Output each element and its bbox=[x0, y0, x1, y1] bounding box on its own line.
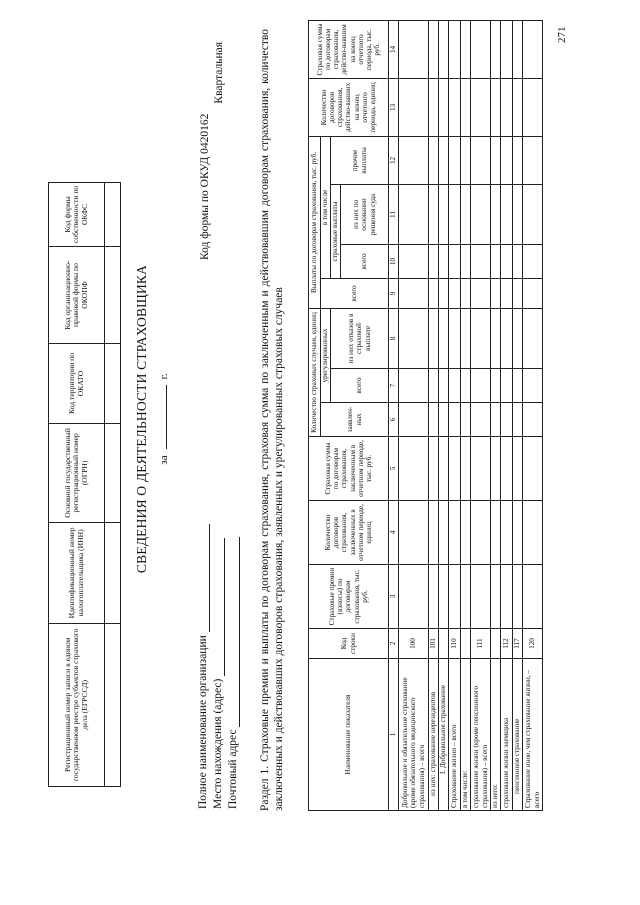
value-cell bbox=[429, 501, 439, 565]
value-cell bbox=[461, 244, 471, 278]
header-refusals: из них отказов в страховой выплате bbox=[331, 308, 389, 368]
org-name-field bbox=[196, 524, 210, 809]
row-code: 112 bbox=[501, 629, 513, 659]
value-cell bbox=[461, 78, 471, 136]
value-cell bbox=[471, 184, 491, 244]
value-cell bbox=[513, 244, 523, 278]
table-row bbox=[513, 20, 523, 810]
value-cell bbox=[461, 278, 471, 308]
value-cell bbox=[429, 20, 439, 78]
header-settled-group: урегулированных bbox=[321, 308, 331, 402]
value-cell bbox=[439, 244, 449, 278]
value-cell bbox=[513, 136, 523, 184]
codes-header-okato: Код территории по ОКАТО bbox=[49, 344, 105, 423]
value-cell bbox=[491, 501, 501, 565]
org-name-label: Полное наименование организации bbox=[197, 635, 209, 809]
value-cell bbox=[523, 308, 543, 368]
row-code bbox=[491, 629, 501, 659]
postal-label: Почтовый адрес bbox=[227, 729, 239, 809]
value-cell bbox=[429, 136, 439, 184]
value-cell bbox=[513, 184, 523, 244]
value-cell bbox=[439, 369, 449, 403]
value-cell bbox=[449, 136, 461, 184]
value-cell bbox=[439, 308, 449, 368]
value-cell bbox=[501, 501, 513, 565]
value-cell bbox=[439, 501, 449, 565]
report-title: СВЕДЕНИЯ О ДЕЯТЕЛЬНОСТИ СТРАХОВЩИКА bbox=[134, 264, 149, 574]
value-cell bbox=[429, 403, 439, 437]
header-other-payments: прочие выплаты bbox=[331, 136, 389, 184]
value-cell bbox=[461, 501, 471, 565]
row-code: 100 bbox=[399, 629, 429, 659]
value-cell bbox=[439, 78, 449, 136]
value-cell bbox=[429, 278, 439, 308]
value-cell bbox=[449, 78, 461, 136]
row-name: в том числе: bbox=[461, 659, 471, 811]
value-cell bbox=[471, 278, 491, 308]
column-number: 8 bbox=[389, 308, 399, 368]
value-cell bbox=[429, 437, 439, 501]
column-number: 2 bbox=[389, 629, 399, 659]
row-name: страхование жизни заемщика bbox=[501, 659, 513, 811]
column-number: 10 bbox=[389, 244, 399, 278]
value-cell bbox=[461, 369, 471, 403]
value-cell bbox=[439, 20, 449, 78]
value-cell bbox=[513, 437, 523, 501]
value-cell bbox=[501, 244, 513, 278]
value-cell bbox=[491, 136, 501, 184]
form-code: Код формы по ОКУД 0420162 bbox=[199, 113, 211, 260]
value-cell bbox=[501, 278, 513, 308]
column-number: 4 bbox=[389, 501, 399, 565]
header-declared: заявлен-ных bbox=[321, 403, 389, 437]
row-name: страхование жизни (кроме пенсионного страхования) – всего bbox=[471, 659, 491, 811]
value-cell bbox=[461, 437, 471, 501]
value-cell bbox=[491, 78, 501, 136]
row-code: 101 bbox=[429, 629, 439, 659]
table-row bbox=[471, 20, 491, 810]
value-cell bbox=[449, 278, 461, 308]
row-name: Добровольное и обязательное страхование (кроме обязательного медицинского страхования) – всего bbox=[399, 659, 429, 811]
value-cell bbox=[439, 184, 449, 244]
column-number: 14 bbox=[389, 20, 399, 78]
table-row bbox=[429, 20, 439, 810]
row-name: пенсионное страхование bbox=[513, 659, 523, 811]
period-prefix: за bbox=[158, 455, 170, 465]
value-cell bbox=[523, 20, 543, 78]
value-cell bbox=[471, 78, 491, 136]
table-row bbox=[491, 20, 501, 810]
header-premiums: Страховые премии (взносы) по договорам страхования, тыс. руб. bbox=[309, 565, 389, 629]
value-cell bbox=[399, 20, 429, 78]
value-cell bbox=[501, 136, 513, 184]
value-cell bbox=[461, 184, 471, 244]
value-cell bbox=[461, 136, 471, 184]
value-cell bbox=[501, 20, 513, 78]
table-body bbox=[399, 20, 543, 810]
column-number: 7 bbox=[389, 369, 399, 403]
value-cell bbox=[523, 78, 543, 136]
value-cell bbox=[461, 403, 471, 437]
value-cell bbox=[491, 369, 501, 403]
header-payments-group: Выплаты по договорам страхования, тыс. руб. bbox=[309, 136, 321, 308]
location-label: Место нахождения (адрес) bbox=[212, 678, 224, 809]
value-cell bbox=[501, 369, 513, 403]
value-cell bbox=[399, 136, 429, 184]
value-cell bbox=[449, 437, 461, 501]
value-cell bbox=[513, 278, 523, 308]
codes-header-inn: Идентификационный номер налогоплательщика (ИНН) bbox=[49, 523, 105, 623]
value-cell bbox=[491, 308, 501, 368]
header-code: Код строки bbox=[309, 629, 389, 659]
row-code bbox=[461, 629, 471, 659]
value-cell bbox=[523, 403, 543, 437]
value-cell bbox=[399, 369, 429, 403]
value-cell bbox=[513, 20, 523, 78]
value-cell bbox=[501, 565, 513, 629]
column-number: 9 bbox=[389, 278, 399, 308]
value-cell bbox=[471, 308, 491, 368]
value-cell bbox=[471, 136, 491, 184]
codes-header-egrssd: Регистрационный номер записи в едином государственном реестре субъектов страхового дела (ЕГРССД) bbox=[49, 623, 105, 786]
value-cell bbox=[513, 501, 523, 565]
value-cell bbox=[501, 403, 513, 437]
value-cell bbox=[429, 244, 439, 278]
codes-value-cell bbox=[105, 623, 121, 786]
header-incl: в том числе bbox=[321, 136, 331, 278]
value-cell bbox=[501, 437, 513, 501]
value-cell bbox=[399, 403, 429, 437]
value-cell bbox=[429, 184, 439, 244]
codes-value-cell bbox=[105, 423, 121, 522]
value-cell bbox=[523, 369, 543, 403]
column-number: 3 bbox=[389, 565, 399, 629]
period-blank bbox=[156, 385, 167, 449]
column-number: 5 bbox=[389, 437, 399, 501]
value-cell bbox=[471, 403, 491, 437]
row-code: 110 bbox=[449, 629, 461, 659]
value-cell bbox=[449, 184, 461, 244]
value-cell bbox=[399, 308, 429, 368]
page-number: 271 bbox=[556, 26, 568, 43]
value-cell bbox=[491, 278, 501, 308]
value-cell bbox=[439, 403, 449, 437]
codes-value-cell bbox=[105, 523, 121, 623]
codes-value-cell bbox=[105, 246, 121, 343]
value-cell bbox=[449, 403, 461, 437]
column-number: 6 bbox=[389, 403, 399, 437]
codes-value-cell bbox=[105, 344, 121, 423]
registration-codes-table bbox=[48, 51, 121, 787]
value-cell bbox=[449, 244, 461, 278]
value-cell bbox=[491, 565, 501, 629]
row-code: 111 bbox=[471, 629, 491, 659]
value-cell bbox=[429, 369, 439, 403]
value-cell bbox=[471, 244, 491, 278]
section-1-table bbox=[308, 20, 543, 811]
section-title: Раздел 1. Страховые премии и выплаты по договорам страхования, страховая сумма по заключенным и действовавшим договорам страхования, количество заключенных и действовавших договоров страхования, заявленных и урегулированных страховых случаев bbox=[259, 29, 285, 811]
codes-header-okfs: Код формы собственности по ОКФС bbox=[49, 182, 105, 246]
column-number: 13 bbox=[389, 78, 399, 136]
value-cell bbox=[399, 278, 429, 308]
value-cell bbox=[399, 565, 429, 629]
header-contracts-count: Количество договоров страхования, заключенных в отчетном периоде, единиц bbox=[309, 501, 389, 565]
value-cell bbox=[523, 184, 543, 244]
value-cell bbox=[461, 20, 471, 78]
row-name: Страхование жизни – всего bbox=[449, 659, 461, 811]
table-row bbox=[449, 20, 461, 810]
value-cell bbox=[491, 184, 501, 244]
codes-header-okopf: Код организационно-правовой формы по ОКОПФ bbox=[49, 246, 105, 343]
value-cell bbox=[513, 308, 523, 368]
value-cell bbox=[513, 565, 523, 629]
value-cell bbox=[471, 565, 491, 629]
value-cell bbox=[449, 565, 461, 629]
value-cell bbox=[461, 308, 471, 368]
header-cases-group: Количество страховых случаев, единиц bbox=[309, 308, 321, 436]
value-cell bbox=[471, 20, 491, 78]
location-field bbox=[211, 538, 225, 809]
value-cell bbox=[449, 501, 461, 565]
value-cell bbox=[513, 403, 523, 437]
header-settled-total: всего bbox=[331, 369, 389, 403]
value-cell bbox=[429, 565, 439, 629]
row-name: Страхование иное, чем страхование жизни, – всего bbox=[523, 659, 543, 811]
value-cell bbox=[471, 369, 491, 403]
value-cell bbox=[501, 78, 513, 136]
value-cell bbox=[523, 437, 543, 501]
header-active-contracts: Количество договоров страхования, действо-вавших на конец отчетного периода, единиц bbox=[309, 78, 389, 136]
header-payments-total: всего bbox=[321, 278, 389, 308]
value-cell bbox=[501, 184, 513, 244]
value-cell bbox=[429, 78, 439, 136]
row-name: I. Добровольное страхование bbox=[439, 659, 449, 811]
value-cell bbox=[399, 244, 429, 278]
codes-value-cell bbox=[105, 182, 121, 246]
value-cell bbox=[513, 78, 523, 136]
postal-line bbox=[227, 537, 240, 727]
org-name-line bbox=[197, 524, 210, 632]
value-cell bbox=[523, 565, 543, 629]
period-suffix: г. bbox=[158, 373, 170, 380]
value-cell bbox=[439, 278, 449, 308]
value-cell bbox=[471, 437, 491, 501]
table-row bbox=[439, 20, 449, 810]
value-cell bbox=[513, 369, 523, 403]
value-cell bbox=[399, 501, 429, 565]
table-row bbox=[501, 20, 513, 810]
header-name: Наименование показателя bbox=[309, 659, 389, 811]
value-cell bbox=[491, 20, 501, 78]
value-cell bbox=[449, 20, 461, 78]
value-cell bbox=[429, 308, 439, 368]
postal-field bbox=[226, 537, 240, 809]
value-cell bbox=[501, 308, 513, 368]
value-cell bbox=[399, 184, 429, 244]
table-row bbox=[399, 20, 429, 810]
header-sum-insured: Страховая сумма по договорам страхования, заключенным в отчетном периоде, тыс. руб. bbox=[309, 437, 389, 501]
report-period-line bbox=[156, 51, 170, 787]
column-number: 12 bbox=[389, 136, 399, 184]
value-cell bbox=[471, 501, 491, 565]
row-code: 117 bbox=[513, 629, 523, 659]
value-cell bbox=[523, 244, 543, 278]
table-row bbox=[461, 20, 471, 810]
value-cell bbox=[491, 437, 501, 501]
value-cell bbox=[439, 565, 449, 629]
periodicity: Квартальная bbox=[213, 42, 225, 104]
value-cell bbox=[461, 565, 471, 629]
row-code bbox=[439, 629, 449, 659]
value-cell bbox=[491, 403, 501, 437]
value-cell bbox=[491, 244, 501, 278]
value-cell bbox=[399, 437, 429, 501]
value-cell bbox=[399, 78, 429, 136]
row-name: из них: страхование нерезидентов bbox=[429, 659, 439, 811]
codes-header-ogrn: Основной государственный регистрационный номер (ОГРН) bbox=[49, 423, 105, 522]
value-cell bbox=[439, 437, 449, 501]
column-number: 11 bbox=[389, 184, 399, 244]
value-cell bbox=[439, 136, 449, 184]
value-cell bbox=[523, 278, 543, 308]
row-name: из него: bbox=[491, 659, 501, 811]
header-court: из них по основании решения суда bbox=[341, 184, 389, 244]
column-number: 1 bbox=[389, 659, 399, 811]
table-row bbox=[523, 20, 543, 810]
location-line bbox=[212, 538, 225, 676]
header-ins-payments: страховые выплаты bbox=[331, 184, 341, 278]
header-ins-payments-total: всего bbox=[341, 244, 389, 278]
row-code: 120 bbox=[523, 629, 543, 659]
value-cell bbox=[449, 369, 461, 403]
header-active-sum: Страховая сумма по договорам страхования, действо-вавшим на конец отчетного периода, тыс. руб. bbox=[309, 20, 389, 78]
value-cell bbox=[449, 308, 461, 368]
value-cell bbox=[523, 136, 543, 184]
value-cell bbox=[523, 501, 543, 565]
